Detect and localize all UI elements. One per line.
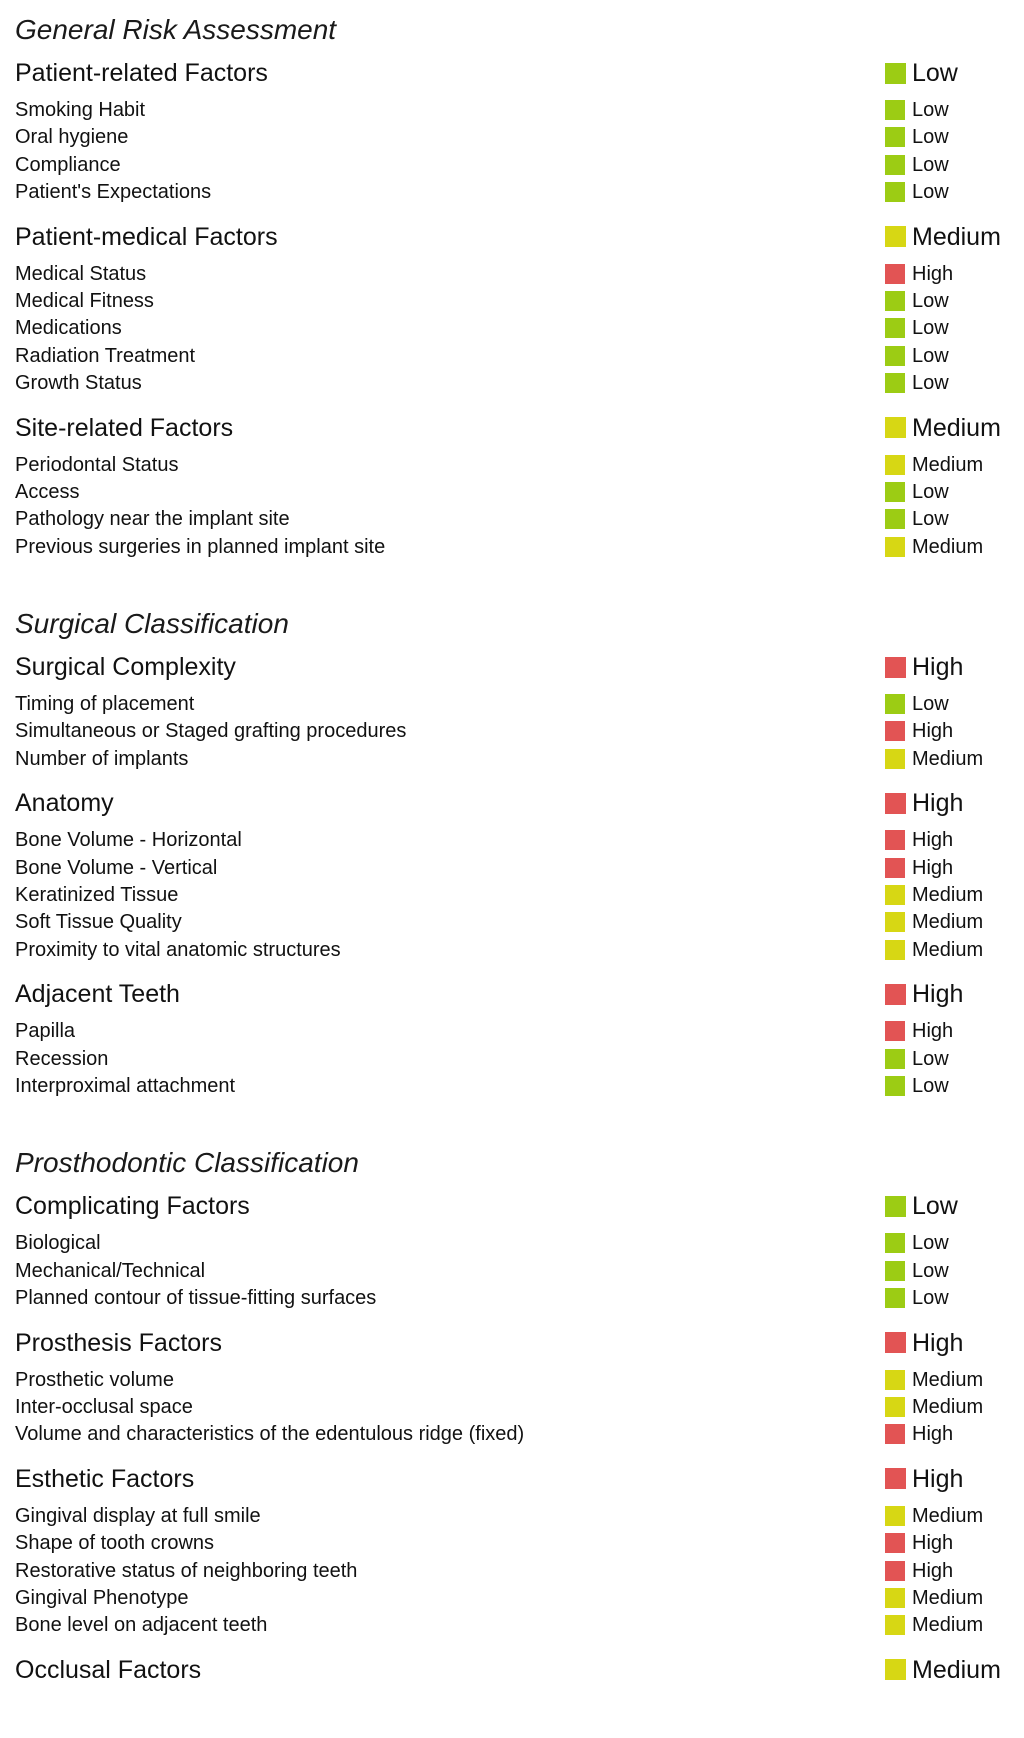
factor-rating (885, 828, 953, 852)
factor-rating (885, 262, 953, 286)
factor-label: Interproximal attachment (15, 1074, 236, 1097)
group-rating (885, 413, 1001, 443)
factor-rating-value: Medium (912, 911, 984, 934)
risk-level-color-square (885, 694, 905, 714)
group-rating (885, 652, 963, 682)
group-rating (885, 1191, 958, 1221)
risk-level-color-square (885, 100, 905, 120)
factor-row (15, 908, 1010, 935)
factor-rating (885, 1559, 953, 1583)
risk-level-color-square (885, 793, 906, 814)
factor-label: Growth Status (15, 372, 142, 395)
risk-level-color-square (885, 346, 905, 366)
factor-label: Timing of placement (15, 693, 195, 716)
factor-row (15, 1502, 1010, 1529)
factor-list (15, 1225, 1010, 1315)
factor-rating-value: Low (912, 153, 949, 176)
factor-rating (885, 1019, 953, 1043)
risk-level-color-square (885, 537, 905, 557)
factor-row (15, 260, 1010, 287)
factor-rating-value: Low (912, 126, 949, 149)
group-label: Anatomy (15, 789, 114, 818)
factor-label: Prosthetic volume (15, 1368, 174, 1391)
factor-row (15, 1420, 1010, 1447)
factor-rating-value: Medium (912, 535, 984, 558)
group-rating (885, 58, 958, 88)
group-header (15, 1645, 1010, 1689)
risk-level-color-square (885, 1397, 905, 1417)
factor-label: Recession (15, 1047, 109, 1070)
risk-level-color-square (885, 721, 905, 741)
group-rating-value: Low (912, 1192, 958, 1221)
factor-label: Bone Volume - Vertical (15, 856, 218, 879)
factor-list (15, 822, 1010, 967)
factor-list (15, 256, 1010, 401)
factor-label: Compliance (15, 153, 121, 176)
section-0 (15, 14, 1010, 564)
risk-level-color-square (885, 1261, 905, 1281)
factor-row (15, 287, 1010, 314)
factor-label: Smoking Habit (15, 99, 146, 121)
risk-level-color-square (885, 417, 906, 438)
factor-label: Bone level on adjacent teeth (15, 1614, 268, 1637)
factor-rating (885, 371, 949, 395)
group-header (15, 212, 1010, 256)
risk-level-color-square (885, 657, 906, 678)
factor-rating-value: Low (912, 317, 949, 340)
group-rating-value: High (912, 1328, 964, 1357)
risk-level-color-square (885, 1561, 905, 1581)
factor-label: Periodontal Status (15, 453, 179, 476)
factor-label: Planned contour of tissue-fitting surfaces (15, 1287, 377, 1310)
factor-rating-value: High (912, 262, 954, 285)
group-rating-value: Low (912, 59, 958, 87)
factor-label: Mechanical/Technical (15, 1259, 206, 1282)
section-2 (15, 1147, 1010, 1688)
factor-row (15, 369, 1010, 396)
factor-row (15, 1366, 1010, 1393)
risk-level-color-square (885, 1021, 905, 1041)
factor-rating-value: Medium (912, 1614, 984, 1637)
factor-rating-value: Low (912, 1074, 949, 1097)
group-label: Site-related Factors (15, 413, 234, 442)
group-header (15, 1318, 1010, 1362)
group-label: Patient-medical Factors (15, 222, 278, 251)
factor-rating (885, 1395, 983, 1419)
factor-rating-value: High (912, 1423, 954, 1446)
factor-rating-value: High (912, 856, 954, 879)
risk-level-color-square (885, 1468, 906, 1489)
risk-level-color-square (885, 1332, 906, 1353)
group-rating-value: High (912, 653, 964, 682)
factor-row (15, 478, 1010, 505)
factor-rating (885, 535, 983, 559)
risk-level-color-square (885, 318, 905, 338)
group-rating-value: High (912, 980, 964, 1009)
risk-level-color-square (885, 858, 905, 878)
risk-level-color-square (885, 749, 905, 769)
factor-rating-value: Low (912, 1287, 949, 1310)
factor-rating-value: Medium (912, 453, 984, 476)
risk-level-color-square (885, 1615, 905, 1635)
factor-rating (885, 1531, 953, 1555)
factor-rating-value: Medium (912, 1586, 984, 1609)
factor-rating (885, 1504, 983, 1528)
factor-rating (885, 692, 949, 716)
factor-label: Soft Tissue Quality (15, 911, 182, 934)
factor-row (15, 451, 1010, 478)
group-rating (885, 979, 963, 1009)
factor-rating-value: Low (912, 1047, 949, 1070)
factor-list (15, 1362, 1010, 1452)
factor-rating (885, 1586, 983, 1610)
risk-report (15, 0, 1010, 1689)
factor-row (15, 854, 1010, 881)
risk-level-color-square (885, 1424, 905, 1444)
group-header (15, 642, 1010, 686)
factor-rating (885, 856, 953, 880)
factor-rating (885, 1231, 949, 1255)
factor-label: Volume and characteristics of the edentulous ridge (fixed) (15, 1423, 525, 1446)
factor-label: Biological (15, 1232, 101, 1255)
factor-rating (885, 1368, 983, 1392)
factor-row (15, 533, 1010, 560)
factor-label: Oral hygiene (15, 126, 129, 149)
group-header (15, 969, 1010, 1013)
group-label: Occlusal Factors (15, 1655, 202, 1684)
risk-level-color-square (885, 373, 905, 393)
factor-row (15, 505, 1010, 532)
group-rating (885, 1655, 1001, 1685)
risk-level-color-square (885, 291, 905, 311)
factor-row (15, 1393, 1010, 1420)
factor-rating (885, 480, 949, 504)
risk-level-color-square (885, 1659, 906, 1680)
group-label: Surgical Complexity (15, 653, 236, 682)
factor-row (15, 936, 1010, 963)
factor-label: Keratinized Tissue (15, 884, 179, 907)
factor-row (15, 1072, 1010, 1099)
factor-label: Bone Volume - Horizontal (15, 829, 242, 852)
factor-row (15, 690, 1010, 717)
factor-rating (885, 1074, 949, 1098)
group-label: Adjacent Teeth (15, 980, 180, 1009)
risk-level-color-square (885, 885, 905, 905)
risk-level-color-square (885, 940, 905, 960)
factor-rating (885, 1422, 953, 1446)
factor-rating (885, 910, 983, 934)
factor-rating-value: High (912, 1532, 954, 1555)
risk-level-color-square (885, 226, 906, 247)
group-label: Esthetic Factors (15, 1464, 195, 1493)
factor-rating (885, 938, 983, 962)
factor-row (15, 1045, 1010, 1072)
risk-level-color-square (885, 63, 906, 84)
factor-row (15, 178, 1010, 205)
group-header (15, 1181, 1010, 1225)
risk-level-color-square (885, 182, 905, 202)
factor-rating-value: Low (912, 99, 949, 121)
factor-rating (885, 453, 983, 477)
risk-level-color-square (885, 155, 905, 175)
factor-label: Radiation Treatment (15, 344, 196, 367)
risk-level-color-square (885, 509, 905, 529)
factor-row (15, 1611, 1010, 1638)
factor-rating-value: Low (912, 508, 949, 531)
factor-label: Number of implants (15, 747, 189, 770)
factor-row (15, 96, 1010, 123)
factor-label: Restorative status of neighboring teeth (15, 1559, 358, 1582)
factor-rating (885, 344, 949, 368)
factor-row (15, 826, 1010, 853)
factor-list (15, 1013, 1010, 1103)
group-header (15, 48, 1010, 92)
factor-rating (885, 507, 949, 531)
factor-list (15, 92, 1010, 210)
risk-level-color-square (885, 912, 905, 932)
factor-rating-value: Low (912, 289, 949, 312)
factor-row (15, 314, 1010, 341)
group-rating (885, 222, 1001, 252)
factor-row (15, 717, 1010, 744)
risk-level-color-square (885, 1506, 905, 1526)
risk-level-color-square (885, 1588, 905, 1608)
risk-level-color-square (885, 264, 905, 284)
factor-row (15, 1017, 1010, 1044)
factor-label: Medical Status (15, 262, 147, 285)
factor-rating (885, 289, 949, 313)
risk-level-color-square (885, 984, 906, 1005)
group-rating (885, 788, 963, 818)
factor-rating-value: Low (912, 1259, 949, 1282)
factor-rating-value: Low (912, 372, 949, 395)
factor-rating-value: Medium (912, 938, 984, 961)
group-label: Complicating Factors (15, 1192, 250, 1221)
group-rating (885, 1464, 963, 1494)
factor-rating (885, 180, 949, 204)
factor-row (15, 1229, 1010, 1256)
factor-row (15, 1284, 1010, 1311)
factor-label: Shape of tooth crowns (15, 1532, 215, 1555)
factor-rating-value: High (912, 1559, 954, 1582)
factor-label: Medications (15, 317, 122, 340)
factor-row (15, 151, 1010, 178)
group-rating-value: Medium (912, 1655, 1001, 1684)
risk-level-color-square (885, 127, 905, 147)
risk-level-color-square (885, 1076, 905, 1096)
section-title: Surgical Classification (15, 608, 289, 640)
factor-row (15, 342, 1010, 369)
factor-rating (885, 883, 983, 907)
risk-level-color-square (885, 1288, 905, 1308)
factor-row (15, 1584, 1010, 1611)
risk-level-color-square (885, 1196, 906, 1217)
factor-row (15, 123, 1010, 150)
factor-rating-value: Medium (912, 1504, 984, 1527)
factor-label: Access (15, 480, 80, 503)
factor-label: Gingival Phenotype (15, 1586, 189, 1609)
factor-rating (885, 1259, 949, 1283)
group-header (15, 403, 1010, 447)
risk-level-color-square (885, 1370, 905, 1390)
group-rating (885, 1328, 963, 1358)
factor-list (15, 447, 1010, 565)
factor-label: Papilla (15, 1020, 76, 1043)
factor-rating-value: High (912, 720, 954, 743)
risk-level-color-square (885, 455, 905, 475)
factor-label: Gingival display at full smile (15, 1504, 261, 1527)
factor-rating-value: Medium (912, 747, 984, 770)
factor-rating-value: Low (912, 693, 949, 716)
section-title: Prosthodontic Classification (15, 1147, 359, 1179)
factor-label: Proximity to vital anatomic structures (15, 938, 341, 961)
factor-row (15, 1557, 1010, 1584)
factor-list (15, 686, 1010, 776)
factor-row (15, 881, 1010, 908)
factor-rating (885, 125, 949, 149)
factor-label: Pathology near the implant site (15, 508, 290, 531)
factor-row (15, 1529, 1010, 1556)
risk-level-color-square (885, 1533, 905, 1553)
factor-rating-value: High (912, 1020, 954, 1043)
factor-rating (885, 316, 949, 340)
factor-rating-value: Medium (912, 1368, 984, 1391)
group-rating-value: Medium (912, 222, 1001, 251)
factor-rating (885, 98, 949, 122)
factor-row (15, 745, 1010, 772)
factor-rating (885, 153, 949, 177)
factor-rating-value: Medium (912, 884, 984, 907)
factor-rating-value: Low (912, 344, 949, 367)
factor-label: Inter-occlusal space (15, 1395, 193, 1418)
factor-rating (885, 1286, 949, 1310)
factor-rating (885, 719, 953, 743)
factor-rating-value: Low (912, 181, 949, 204)
factor-label: Previous surgeries in planned implant site (15, 535, 386, 558)
group-rating-value: Medium (912, 413, 1001, 442)
risk-level-color-square (885, 830, 905, 850)
section-title: General Risk Assessment (15, 14, 337, 45)
factor-rating (885, 747, 983, 771)
group-label: Prosthesis Factors (15, 1328, 223, 1357)
risk-level-color-square (885, 482, 905, 502)
group-rating-value: High (912, 789, 964, 818)
risk-level-color-square (885, 1049, 905, 1069)
factor-rating (885, 1047, 949, 1071)
group-label: Patient-related Factors (15, 59, 268, 87)
group-header (15, 778, 1010, 822)
group-header (15, 1454, 1010, 1498)
factor-list (15, 1498, 1010, 1643)
factor-rating-value: High (912, 829, 954, 852)
factor-label: Patient's Expectations (15, 181, 212, 204)
factor-label: Simultaneous or Staged grafting procedures (15, 720, 407, 743)
factor-row (15, 1257, 1010, 1284)
factor-label: Medical Fitness (15, 289, 154, 312)
factor-rating-value: Low (912, 480, 949, 503)
risk-level-color-square (885, 1233, 905, 1253)
factor-rating (885, 1613, 983, 1637)
factor-rating-value: Medium (912, 1395, 984, 1418)
section-1 (15, 608, 1010, 1103)
group-rating-value: High (912, 1464, 964, 1493)
factor-rating-value: Low (912, 1232, 949, 1255)
